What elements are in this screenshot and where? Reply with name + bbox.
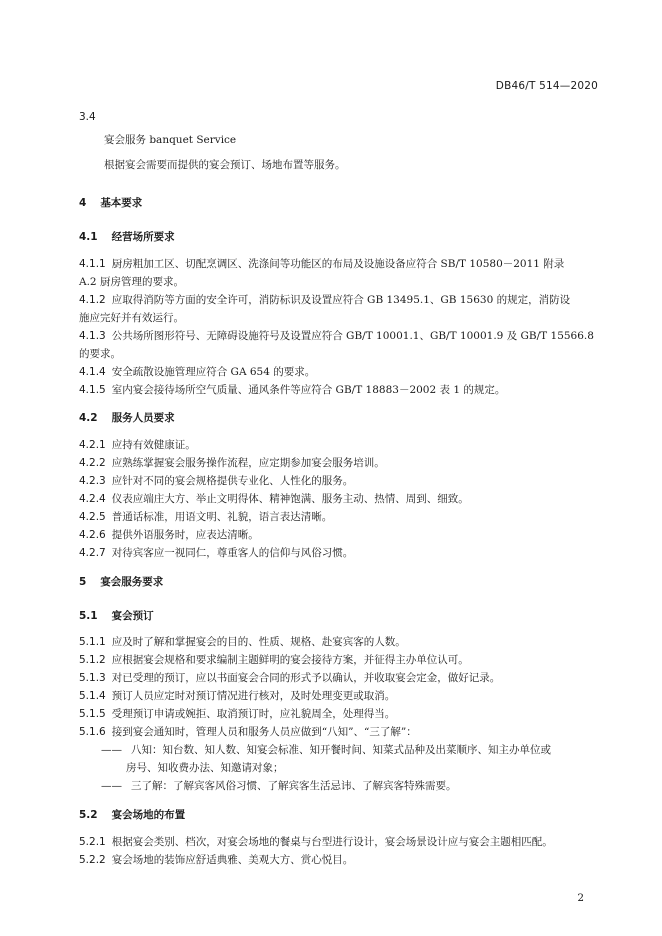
clause-4-1-3: 4.1.3 公共场所图形符号、无障碍设施符号及设置应符合 GB/T 10001.1、GB/T 10001.9 及 GB/T 15566.8: [79, 330, 594, 342]
clause-5-1-6: 5.1.6 接到宴会通知时，管理人员和服务人员应做到“八知”、“三了解”：: [79, 726, 417, 738]
subsection-number: 4.2: [79, 412, 98, 424]
clause-4-2-1: 4.2.1 应持有效健康证。: [79, 439, 196, 451]
clause-4-2-5: 4.2.5 普通话标准，用语文明、礼貌，语言表达清晰。: [79, 511, 333, 523]
subsection-title: 宴会预订: [111, 610, 154, 622]
section-heading-4: [79, 196, 142, 210]
subsection-heading-5-2: [79, 808, 185, 822]
clause-4-2-2: 4.2.2 应熟练掌握宴会服务操作流程，应定期参加宴会服务培训。: [79, 457, 385, 469]
section-title: 基本要求: [100, 197, 143, 209]
section-number: 4: [79, 197, 87, 209]
page-number: 2: [577, 892, 584, 904]
clause-4-1-3-cont: 的要求。: [79, 348, 121, 360]
subsection-heading-4-2: [79, 411, 175, 425]
subsection-number: 5.1: [79, 610, 98, 622]
document-code: DB46/T 514—2020: [495, 80, 598, 92]
clause-5-1-4: 5.1.4 预订人员应定时对预订情况进行核对，及时处理变更或取消。: [79, 690, 396, 702]
subsection-title: 经营场所要求: [111, 231, 175, 243]
section-title: 宴会服务要求: [100, 576, 164, 588]
clause-4-1-1-cont: A.2 厨房管理的要求。: [79, 276, 184, 288]
section-number: 5: [79, 576, 87, 588]
clause-4-1-2: 4.1.2 应取得消防等方面的安全许可，消防标识及设置应符合 GB 13495.1、GB 15630 的规定，消防设: [79, 294, 571, 306]
list-item-ba-zhi-cont: 房号、知收费办法、知邀请对象；: [126, 762, 284, 774]
list-item-ba-zhi: —— 八知：知台数、知人数、知宴会标准、知开餐时间、知菜式品种及出菜顺序、知主办单位或: [101, 744, 551, 756]
clause-5-1-1: 5.1.1 应及时了解和掌握宴会的目的、性质、规格、赴宴宾客的人数。: [79, 636, 406, 648]
clause-4-1-5: 4.1.5 室内宴会接待场所空气质量、通风条件等应符合 GB/T 18883－2002 表 1 的规定。: [79, 384, 506, 396]
subsection-heading-4-1: [79, 230, 175, 244]
clause-5-1-2: 5.1.2 应根据宴会规格和要求编制主题鲜明的宴会接待方案，并征得主办单位认可。: [79, 654, 469, 666]
term-title: 宴会服务 banquet Service: [104, 134, 237, 146]
subsection-number: 4.1: [79, 231, 98, 243]
clause-5-2-1: 5.2.1 根据宴会类别、档次，对宴会场地的餐桌与台型进行设计，宴会场景设计应与宴会主题相匹配。: [79, 836, 553, 848]
subsection-title: 服务人员要求: [111, 412, 175, 424]
list-item-san-liaojie: —— 三了解：了解宾客风俗习惯、了解宾客生活忌讳、了解宾客特殊需要。: [101, 780, 457, 792]
subsection-number: 5.2: [79, 809, 98, 821]
clause-4-2-7: 4.2.7 对待宾客应一视同仁，尊重客人的信仰与风俗习惯。: [79, 547, 354, 559]
clause-4-2-6: 4.2.6 提供外语服务时，应表达清晰。: [79, 529, 259, 541]
term-definition: 根据宴会需要而提供的宴会预订、场地布置等服务。: [104, 159, 346, 171]
clause-4-2-4: 4.2.4 仪表应端庄大方、举止文明得体、精神饱满、服务主动、热情、周到、细致。: [79, 493, 469, 505]
section-heading-5: [79, 575, 163, 589]
clause-5-2-2: 5.2.2 宴会场地的装饰应舒适典雅、美观大方、赏心悦目。: [79, 854, 354, 866]
subsection-title: 宴会场地的布置: [111, 809, 186, 821]
clause-number-3-4: 3.4: [79, 111, 96, 123]
clause-5-1-3: 5.1.3 对已受理的预订，应以书面宴会合同的形式予以确认，并收取宴会定金，做好记录。: [79, 672, 501, 684]
clause-5-1-5: 5.1.5 受理预订申请或婉拒、取消预订时，应礼貌周全，处理得当。: [79, 708, 396, 720]
clause-4-1-1: 4.1.1 厨房粗加工区、切配烹调区、洗涤间等功能区的布局及设施设备应符合 SB/T 10580－2011 附录: [79, 258, 565, 270]
subsection-heading-5-1: [79, 609, 154, 623]
clause-4-1-4: 4.1.4 安全疏散设施管理应符合 GA 654 的要求。: [79, 366, 316, 378]
clause-4-2-3: 4.2.3 应针对不同的宴会规格提供专业化、人性化的服务。: [79, 475, 354, 487]
clause-4-1-2-cont: 施应完好并有效运行。: [79, 312, 184, 324]
